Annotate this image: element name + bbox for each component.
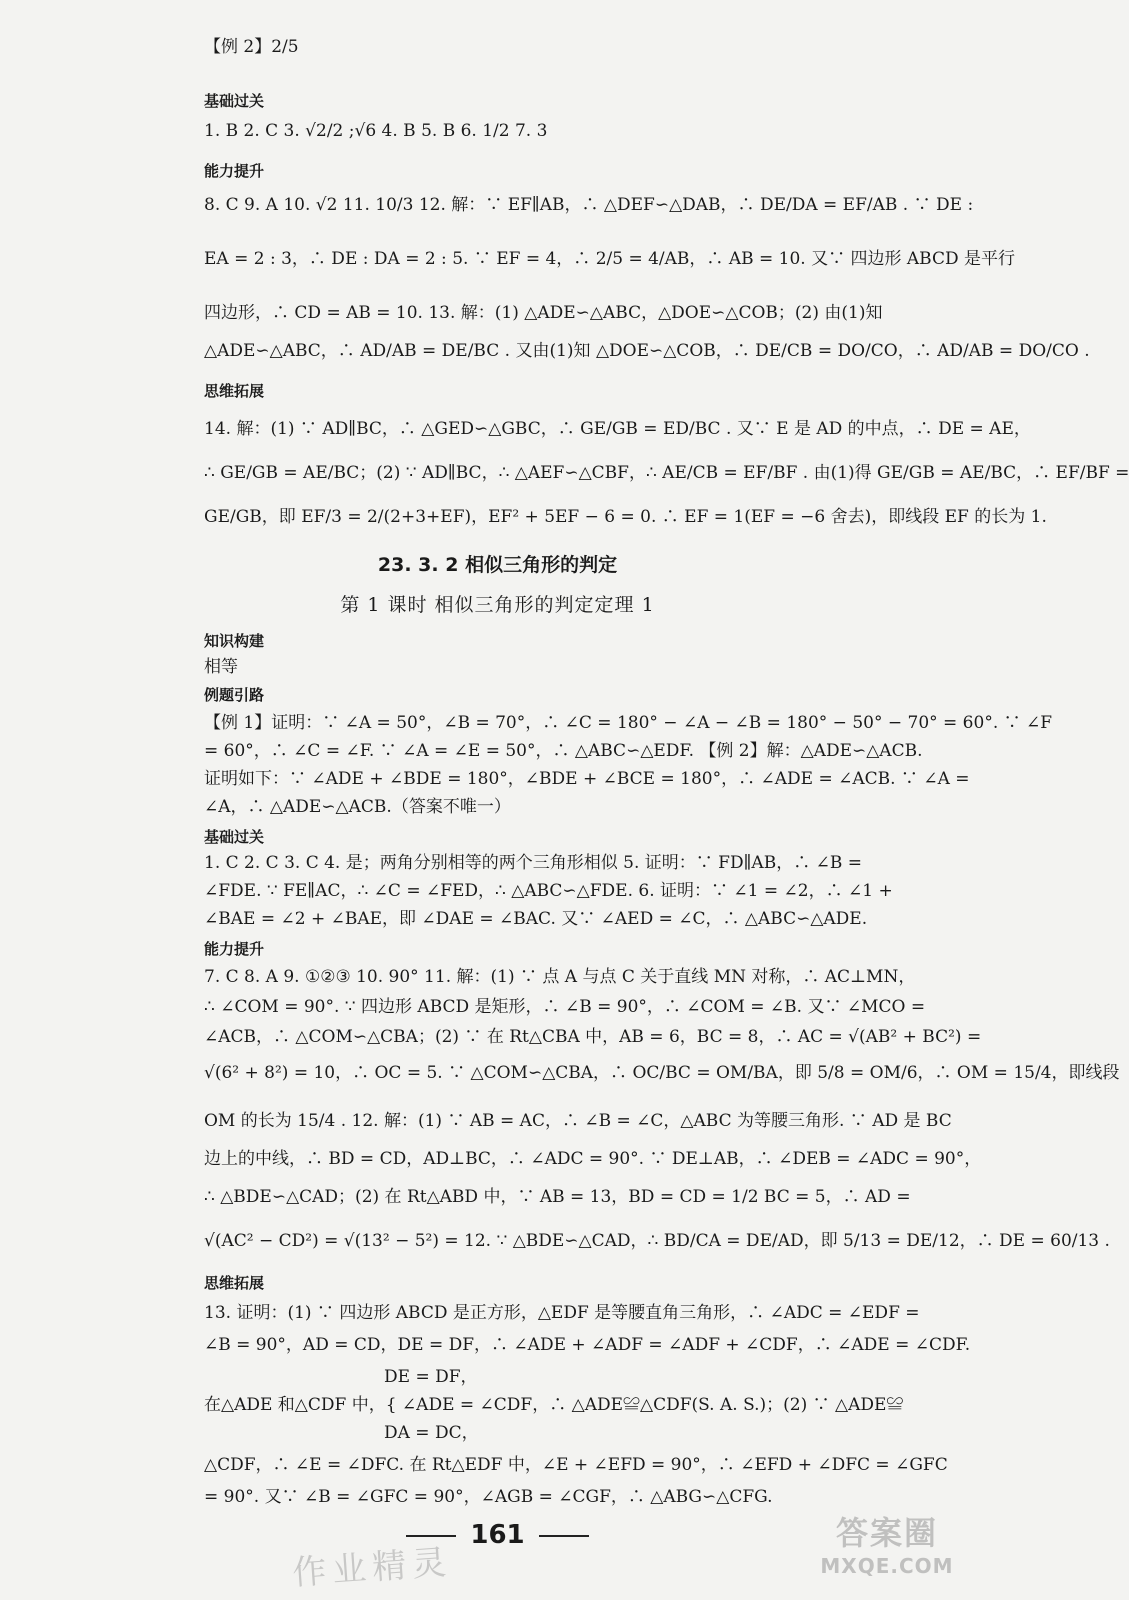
answer-line: 【例 1】证明：∵ ∠A = 50°，∠B = 70°，∴ ∠C = 180° − ∠A − ∠B = 180° − 50° − 70° = 60°. ∵ ∠F <box>204 713 1053 733</box>
watermark: 作业精灵 <box>291 1542 454 1594</box>
site-logo <box>807 1508 967 1578</box>
logo-title: 答案圈 <box>835 1514 938 1552</box>
example-2-answer: 【例 2】2/5 <box>204 37 299 57</box>
system-equation-row: DA = DC， <box>384 1423 479 1443</box>
answer-line: 14. 解：(1) ∵ AD∥BC，∴ △GED∽△GBC，∴ GE/GB = ED/BC . 又∵ E 是 AD 的中点，∴ DE = AE， <box>204 419 1031 439</box>
answer-line: ∴ △BDE∽△CAD；(2) 在 Rt△ABD 中，∵ AB = 13，BD = CD = 1/2 BC = 5，∴ AD = <box>204 1187 911 1207</box>
answer-line: 四边形，∴ CD = AB = 10. 13. 解：(1) △ADE∽△ABC，△DOE∽△COB；(2) 由(1)知 <box>204 303 883 323</box>
section-title: 23. 3. 2 相似三角形的判定 <box>377 554 618 576</box>
page-number-text: 161 <box>470 1520 525 1550</box>
answer-line: 证明如下：∵ ∠ADE + ∠BDE = 180°，∠BDE + ∠BCE = 180°，∴ ∠ADE = ∠ACB. ∵ ∠A = <box>204 769 970 789</box>
answer-line: √(AC² − CD²) = √(13² − 5²) = 12. ∵ △BDE∽△CAD，∴ BD/CA = DE/AD，即 5/13 = DE/12，∴ DE = 60/13 . <box>204 1231 1110 1251</box>
answer-line: 边上的中线，∴ BD = CD，AD⊥BC，∴ ∠ADC = 90°. ∵ DE⊥AB，∴ ∠DEB = ∠ADC = 90°， <box>204 1149 982 1169</box>
section-heading-ability: 能力提升 <box>204 162 265 180</box>
answer-line: √(6² + 8²) = 10，∴ OC = 5. ∵ △COM∽△CBA，∴ OC/BC = OM/BA，即 5/8 = OM/6，∴ OM = 15/4，即线段 <box>204 1063 1120 1083</box>
section-heading-extension: 思维拓展 <box>204 382 265 400</box>
answer-line: ∴ ∠COM = 90°. ∵ 四边形 ABCD 是矩形，∴ ∠B = 90°，∴ ∠COM = ∠B. 又∵ ∠MCO = <box>204 997 926 1017</box>
answer-line: ∠ACB，∴ △COM∽△CBA；(2) ∵ 在 Rt△CBA 中，AB = 6，BC = 8，∴ AC = √(AB² + BC²) = <box>204 1027 982 1047</box>
logo-domain: MXQE.COM <box>820 1554 954 1578</box>
answer-line: 在△ADE 和△CDF 中，{ ∠ADE = ∠CDF，∴ △ADE≌△CDF(S. A. S.)；(2) ∵ △ADE≌ <box>204 1395 904 1415</box>
page-number-dash-right <box>539 1535 589 1537</box>
answer-line: 13. 证明：(1) ∵ 四边形 ABCD 是正方形，△EDF 是等腰直角三角形，∴ ∠ADC = ∠EDF = <box>204 1303 920 1323</box>
answer-line: 1. B 2. C 3. √2/2 ;√6 4. B 5. B 6. 1/2 7. 3 <box>204 121 548 141</box>
answer-line: ∠B = 90°，AD = CD，DE = DF，∴ ∠ADE + ∠ADF = ∠ADF + ∠CDF，∴ ∠ADE = ∠CDF. <box>204 1335 971 1355</box>
answer-line: △ADE∽△ABC，∴ AD/AB = DE/BC . 又由(1)知 △DOE∽△COB，∴ DE/CB = DO/CO，∴ AD/AB = DO/CO . <box>204 341 1090 361</box>
answer-line: 7. C 8. A 9. ①②③ 10. 90° 11. 解：(1) ∵ 点 A 与点 C 关于直线 MN 对称，∴ AC⊥MN， <box>204 967 916 987</box>
answer-line: OM 的长为 15/4 . 12. 解：(1) ∵ AB = AC，∴ ∠B = ∠C，△ABC 为等腰三角形. ∵ AD 是 BC <box>204 1111 952 1131</box>
section-heading-basic: 基础过关 <box>204 92 265 110</box>
answer-line: = 90°. 又∵ ∠B = ∠GFC = 90°，∠AGB = ∠CGF，∴ △ABG∽△CFG. <box>204 1487 773 1507</box>
section-heading-extension: 思维拓展 <box>204 1274 265 1292</box>
answer-line: = 60°，∴ ∠C = ∠F. ∵ ∠A = ∠E = 50°，∴ △ABC∽△EDF. 【例 2】解：△ADE∽△ACB. <box>204 741 923 761</box>
answer-line: 8. C 9. A 10. √2 11. 10/3 12. 解：∵ EF∥AB，∴ △DEF∽△DAB，∴ DE/DA = EF/AB . ∵ DE : <box>204 195 974 215</box>
section-heading-basic: 基础过关 <box>204 828 265 846</box>
answer-line: 相等 <box>204 657 238 677</box>
answer-line: △CDF，∴ ∠E = ∠DFC. 在 Rt△EDF 中，∠E + ∠EFD = 90°，∴ ∠EFD + ∠DFC = ∠GFC <box>204 1455 948 1475</box>
section-heading-examples: 例题引路 <box>204 686 265 704</box>
answer-line: GE/GB，即 EF/3 = 2/(2+3+EF)，EF² + 5EF − 6 = 0. ∴ EF = 1(EF = −6 舍去)，即线段 EF 的长为 1. <box>204 507 1047 527</box>
lesson-title: 第 1 课时 相似三角形的判定定理 1 <box>340 594 655 616</box>
answer-line: 1. C 2. C 3. C 4. 是；两角分别相等的两个三角形相似 5. 证明：∵ FD∥AB，∴ ∠B = <box>204 853 862 873</box>
answer-line: ∠BAE = ∠2 + ∠BAE，即 ∠DAE = ∠BAC. 又∵ ∠AED = ∠C，∴ △ABC∽△ADE. <box>204 909 868 929</box>
answer-line: ∠FDE. ∵ FE∥AC，∴ ∠C = ∠FED，∴ △ABC∽△FDE. 6. 证明：∵ ∠1 = ∠2，∴ ∠1 + <box>204 881 893 901</box>
section-heading-ability: 能力提升 <box>204 940 265 958</box>
answer-line: ∠A，∴ △ADE∽△ACB.（答案不唯一） <box>204 797 511 817</box>
section-heading-knowledge: 知识构建 <box>204 632 265 650</box>
answer-line: EA = 2 : 3，∴ DE : DA = 2 : 5. ∵ EF = 4，∴ 2/5 = 4/AB，∴ AB = 10. 又∵ 四边形 ABCD 是平行 <box>204 249 1016 269</box>
answer-line: ∴ GE/GB = AE/BC；(2) ∵ AD∥BC，∴ △AEF∽△CBF，∴ AE/CB = EF/BF . 由(1)得 GE/GB = AE/BC，∴ EF/BF = <box>204 463 1129 483</box>
system-equation-row: DE = DF， <box>384 1367 478 1387</box>
